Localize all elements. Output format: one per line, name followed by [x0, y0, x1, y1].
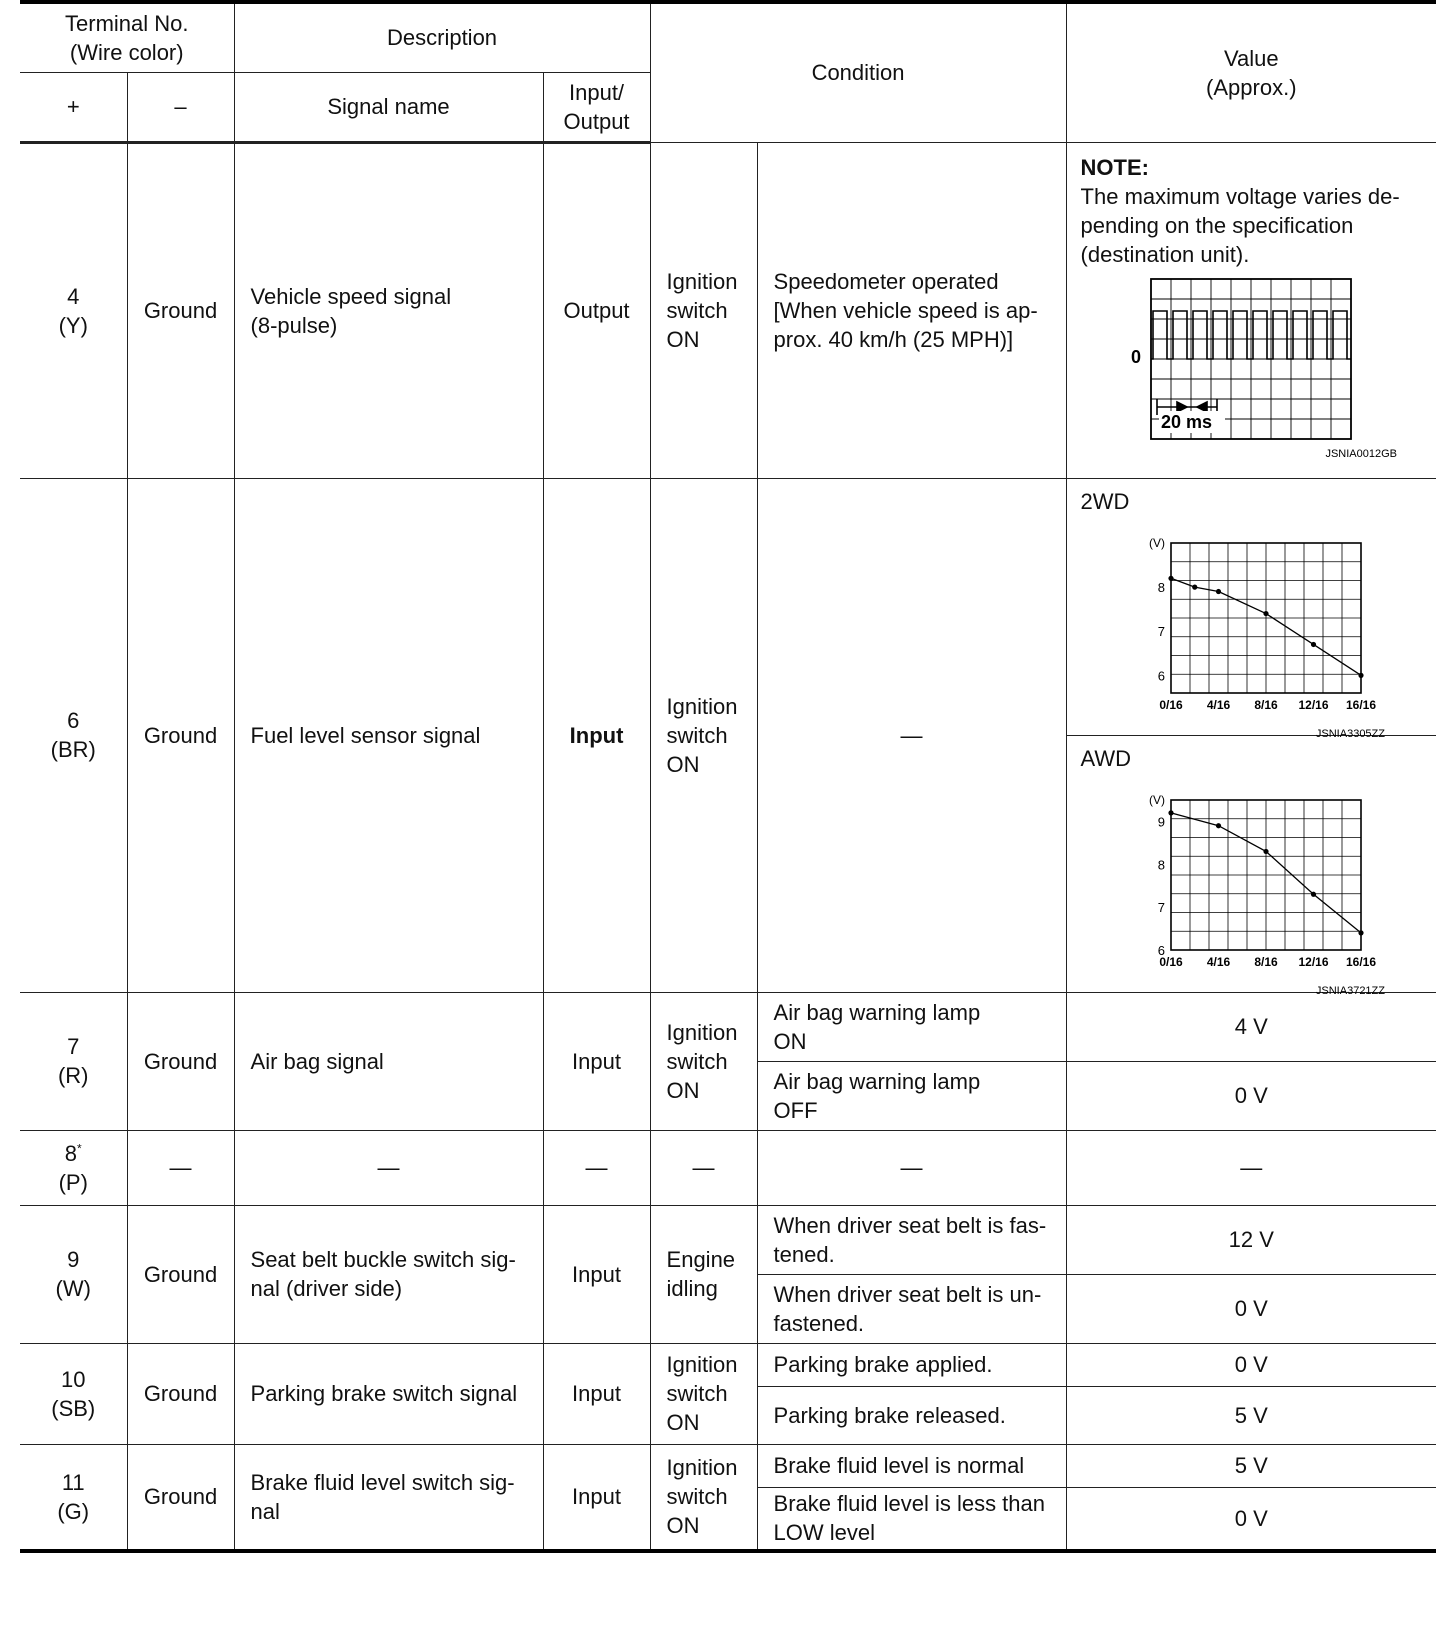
- table-row: [20, 1343, 1436, 1386]
- wire-color: (P): [58, 1169, 88, 1195]
- terminal-number: 9: [67, 1247, 80, 1272]
- y-axis-label: (V): [1148, 792, 1165, 807]
- header-value-label: Value: [1223, 45, 1279, 71]
- condition-line-1: Engine: [666, 1247, 736, 1272]
- detail-line-2: tened.: [773, 1241, 835, 1267]
- data-point: [1310, 891, 1315, 896]
- x-tick-label: 12/16: [1298, 697, 1329, 712]
- terminal-number: 8: [64, 1140, 78, 1166]
- x-tick-label: 16/16: [1345, 954, 1376, 969]
- signal-name-cell: Air bag signal: [234, 992, 543, 1130]
- detail-line-1: Speedometer operated: [773, 268, 999, 294]
- data-point: [1192, 584, 1197, 589]
- signal-name-cell: —: [234, 1130, 543, 1205]
- signal-name-line-1: Seat belt buckle switch sig-: [250, 1247, 516, 1272]
- condition-line-2: switch: [666, 722, 728, 748]
- table-row: [20, 142, 1436, 478]
- condition-line-2: idling: [666, 1276, 718, 1301]
- signal-name-cell: [234, 142, 543, 478]
- condition-cell: [650, 1343, 757, 1444]
- condition-line-2: switch: [666, 297, 728, 323]
- value-cell-2wd: [1066, 478, 1436, 740]
- detail-line-1: Brake fluid level is less than: [773, 1491, 1045, 1517]
- condition-cell: [650, 478, 757, 992]
- header-wire-color-label: (Wire color): [69, 39, 184, 65]
- data-point: [1168, 575, 1173, 580]
- chart-title-awd: AWD: [1080, 745, 1132, 771]
- wire-color: (R): [57, 1063, 89, 1088]
- figure-code: JSNIA3305ZZ: [1315, 727, 1385, 740]
- footnote-marker: *: [77, 1141, 82, 1156]
- ground-cell: Ground: [127, 992, 234, 1130]
- condition-line-3: ON: [666, 326, 700, 352]
- condition-detail-cell: [757, 1205, 1066, 1274]
- data-point: [1358, 930, 1363, 935]
- x-tick-label: 8/16: [1253, 954, 1278, 969]
- header-signal-name: Signal name: [234, 72, 543, 142]
- x-tick-label: 4/16: [1206, 954, 1230, 969]
- data-point: [1310, 641, 1315, 646]
- condition-detail-cell: Parking brake released.: [757, 1386, 1066, 1444]
- data-point: [1168, 810, 1173, 815]
- terminal-cell: [20, 478, 127, 992]
- terminal-number: 4: [67, 283, 80, 309]
- header-condition: Condition: [650, 2, 1066, 142]
- value-cell: 12 V: [1066, 1205, 1436, 1274]
- detail-line-2: OFF: [773, 1097, 818, 1123]
- terminal-cell: [20, 992, 127, 1130]
- condition-line-1: Ignition: [666, 1019, 738, 1045]
- signal-name-cell: [234, 1444, 543, 1551]
- detail-line-3: prox. 40 km/h (25 MPH)]: [773, 326, 1014, 352]
- y-tick-label: 6: [1157, 942, 1165, 958]
- pulse-waveform-figure: [1081, 273, 1421, 461]
- signal-name-line-1: Brake fluid level switch sig-: [250, 1469, 515, 1495]
- chart-title-2wd: 2WD: [1080, 488, 1130, 514]
- value-cell: 5 V: [1066, 1386, 1436, 1444]
- condition-detail-cell: Brake fluid level is normal: [757, 1444, 1066, 1487]
- header-description: Description: [234, 2, 650, 72]
- y-tick-label: 8: [1157, 579, 1165, 595]
- condition-line-3: ON: [666, 1410, 700, 1435]
- value-cell: 0 V: [1066, 1274, 1436, 1343]
- waveform-zero-label: 0: [1130, 346, 1141, 367]
- figure-code: JSNIA0012GB: [1325, 447, 1397, 460]
- data-point: [1263, 610, 1268, 615]
- y-tick-label: 8: [1157, 856, 1165, 872]
- ground-cell: Ground: [127, 1444, 234, 1551]
- wire-color: (SB): [51, 1395, 96, 1421]
- x-tick-label: 4/16: [1206, 697, 1230, 712]
- detail-line-1: When driver seat belt is fas-: [773, 1212, 1047, 1238]
- condition-line-1: Ignition: [666, 1455, 738, 1481]
- detail-line-2: LOW level: [773, 1520, 876, 1546]
- condition-line-3: ON: [666, 1513, 700, 1539]
- header-value: [1066, 2, 1436, 142]
- ground-cell: Ground: [127, 1205, 234, 1343]
- condition-detail-cell: [757, 1487, 1066, 1551]
- x-tick-label: 16/16: [1345, 697, 1376, 712]
- signal-name-line-1: Vehicle speed signal: [250, 283, 452, 309]
- fuel-level-chart-2wd: [1081, 515, 1421, 740]
- y-tick-label: 6: [1157, 667, 1165, 683]
- table-row: [20, 1130, 1436, 1205]
- condition-line-1: Ignition: [666, 1352, 738, 1377]
- y-axis-label: (V): [1148, 535, 1165, 550]
- detail-line-1: Air bag warning lamp: [773, 999, 981, 1025]
- header-input-output: [543, 72, 650, 142]
- condition-cell: [650, 1205, 757, 1343]
- ground-cell: Ground: [127, 142, 234, 478]
- terminal-number: 11: [61, 1469, 85, 1495]
- table-row: [20, 992, 1436, 1061]
- io-cell: —: [543, 1130, 650, 1205]
- condition-line-3: ON: [666, 1077, 700, 1103]
- condition-detail-cell: —: [757, 478, 1066, 992]
- terminal-number: 7: [67, 1034, 80, 1059]
- waveform-time-label: 20 ms: [1160, 411, 1212, 432]
- value-cell: [1066, 142, 1436, 478]
- condition-detail-cell: —: [757, 1130, 1066, 1205]
- condition-line-2: switch: [666, 1484, 728, 1510]
- condition-line-3: ON: [666, 751, 700, 777]
- condition-line-2: switch: [666, 1048, 728, 1074]
- value-cell: 0 V: [1066, 1487, 1436, 1551]
- io-cell: Output: [543, 142, 650, 478]
- note-line-3: (destination unit).: [1080, 241, 1250, 267]
- terminal-number: 10: [61, 1366, 86, 1392]
- io-cell: Input: [543, 1343, 650, 1444]
- condition-line-1: Ignition: [666, 268, 738, 294]
- terminal-cell: [20, 1444, 127, 1551]
- terminal-table-wrapper: [20, 0, 1436, 1553]
- header-row-top: [20, 2, 1436, 72]
- header-minus: –: [127, 72, 234, 142]
- terminal-cell: [20, 1130, 127, 1205]
- value-cell: 0 V: [1066, 1061, 1436, 1130]
- condition-cell: —: [650, 1130, 757, 1205]
- condition-detail-cell: [757, 142, 1066, 478]
- signal-name-cell: Parking brake switch signal: [234, 1343, 543, 1444]
- x-tick-label: 12/16: [1298, 954, 1329, 969]
- detail-line-1: When driver seat belt is un-: [773, 1281, 1042, 1307]
- y-tick-label: 7: [1157, 623, 1165, 639]
- y-tick-label: 7: [1157, 899, 1165, 915]
- value-cell: 4 V: [1066, 992, 1436, 1061]
- value-cell: 5 V: [1066, 1444, 1436, 1487]
- terminal-cell: [20, 1343, 127, 1444]
- detail-line-2: ON: [773, 1028, 807, 1054]
- x-tick-label: 8/16: [1253, 697, 1278, 712]
- condition-line-2: switch: [666, 1381, 728, 1406]
- header-io-line-1: Input/: [569, 79, 625, 105]
- condition-cell: [650, 992, 757, 1130]
- note-line-2: pending on the specification: [1080, 212, 1354, 238]
- signal-name-line-2: (8-pulse): [250, 312, 338, 338]
- ground-cell: —: [127, 1130, 234, 1205]
- terminal-number-wrap: [26, 1139, 121, 1168]
- condition-detail-cell: [757, 1061, 1066, 1130]
- detail-line-1: Air bag warning lamp: [773, 1068, 981, 1094]
- header-io-line-2: Output: [563, 108, 630, 134]
- detail-line-2: fastened.: [773, 1310, 865, 1336]
- io-cell: Input: [543, 478, 650, 992]
- data-point: [1215, 823, 1220, 828]
- signal-name-line-2: nal: [250, 1498, 280, 1524]
- ground-cell: Ground: [127, 478, 234, 992]
- signal-name-cell: [234, 1205, 543, 1343]
- data-point: [1215, 588, 1220, 593]
- signal-name-line-2: nal (driver side): [250, 1276, 403, 1301]
- value-cell: —: [1066, 1130, 1436, 1205]
- note-title: NOTE:: [1080, 154, 1149, 180]
- condition-cell: [650, 142, 757, 478]
- signal-name-cell: Fuel level sensor signal: [234, 478, 543, 992]
- fuel-level-chart-awd: [1081, 772, 1421, 997]
- x-tick-label: 0/16: [1158, 697, 1183, 712]
- note-line-1: The maximum voltage varies de-: [1080, 183, 1400, 209]
- header-terminal-label: Terminal No.: [65, 10, 189, 36]
- wire-color: (G): [57, 1498, 90, 1524]
- value-cell-awd: [1066, 735, 1436, 997]
- terminal-number: 6: [67, 708, 80, 733]
- detail-line-2: [When vehicle speed is ap-: [773, 297, 1038, 323]
- io-cell: Input: [543, 1205, 650, 1343]
- wire-color: (BR): [50, 737, 96, 762]
- terminal-table: [20, 0, 1436, 1553]
- condition-detail-cell: Parking brake applied.: [757, 1343, 1066, 1386]
- figure-code: JSNIA3721ZZ: [1315, 984, 1385, 997]
- condition-detail-cell: [757, 1274, 1066, 1343]
- condition-cell: [650, 1444, 757, 1551]
- data-point: [1263, 848, 1268, 853]
- wire-color: (W): [55, 1276, 91, 1301]
- header-terminal: [20, 2, 234, 72]
- y-tick-label: 9: [1157, 813, 1165, 829]
- condition-line-1: Ignition: [666, 693, 738, 719]
- table-row: [20, 478, 1436, 735]
- terminal-cell: [20, 142, 127, 478]
- ground-cell: Ground: [127, 1343, 234, 1444]
- header-approx-label: (Approx.): [1206, 74, 1297, 100]
- condition-detail-cell: [757, 992, 1066, 1061]
- terminal-cell: [20, 1205, 127, 1343]
- wire-color: (Y): [58, 312, 88, 338]
- table-row: [20, 1205, 1436, 1274]
- header-plus: +: [20, 72, 127, 142]
- table-row: [20, 1444, 1436, 1487]
- io-cell: Input: [543, 992, 650, 1130]
- io-cell: Input: [543, 1444, 650, 1551]
- data-point: [1358, 672, 1363, 677]
- x-tick-label: 0/16: [1158, 954, 1183, 969]
- value-cell: 0 V: [1066, 1343, 1436, 1386]
